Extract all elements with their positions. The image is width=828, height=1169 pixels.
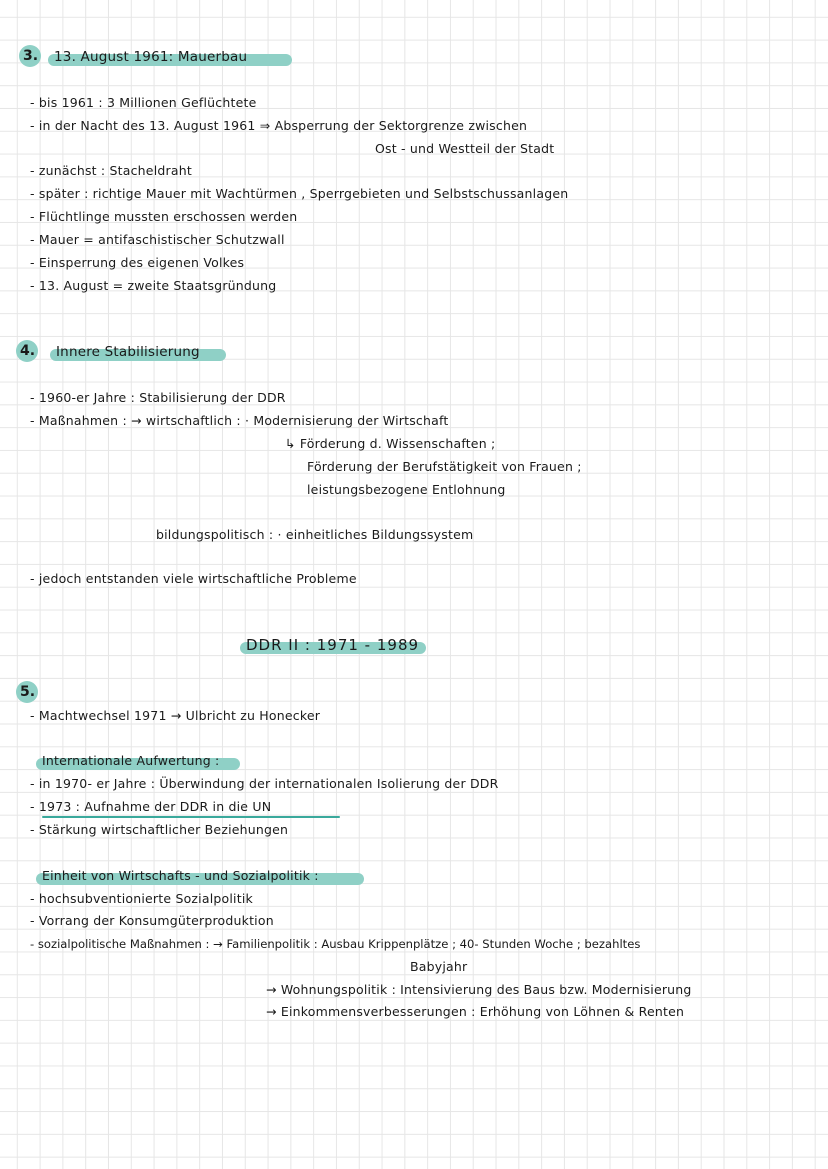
section-4-number: 4. bbox=[20, 343, 36, 359]
sub2-line-3-cont: Babyjahr bbox=[410, 959, 468, 974]
s4-line-4: Förderung der Berufstätigkeit von Frauen ; bbox=[307, 459, 582, 474]
s3-line-7: - Einsperrung des eigenen Volkes bbox=[30, 255, 245, 270]
s4-line-7: - jedoch entstanden viele wirtschaftliche Probleme bbox=[30, 571, 357, 586]
sub2-line-1: - hochsubventionierte Sozialpolitik bbox=[30, 891, 253, 906]
sub1-line-1: - in 1970- er Jahre : Überwindung der internationalen Isolierung der DDR bbox=[30, 776, 499, 791]
s3-line-2-cont: Ost - und Westteil der Stadt bbox=[375, 141, 555, 156]
sub1-line-2: - 1973 : Aufnahme der DDR in die UN bbox=[30, 799, 272, 814]
s3-line-8: - 13. August = zweite Staatsgründung bbox=[30, 278, 277, 293]
s4-line-5: leistungsbezogene Entlohnung bbox=[307, 482, 506, 497]
section-3-heading: 13. August 1961: Mauerbau bbox=[54, 49, 248, 65]
sub1-heading: Internationale Aufwertung : bbox=[42, 753, 220, 768]
sub2-line-5: → Einkommensverbesserungen : Erhöhung von Löhnen & Renten bbox=[266, 1004, 685, 1019]
s3-line-3: - zunächst : Stacheldraht bbox=[30, 163, 192, 178]
sub2-line-4: → Wohnungspolitik : Intensivierung des Baus bzw. Modernisierung bbox=[266, 982, 692, 997]
s3-line-5: - Flüchtlinge mussten erschossen werden bbox=[30, 209, 298, 224]
s4-line-6: bildungspolitisch : · einheitliches Bildungssystem bbox=[156, 527, 474, 542]
sub2-heading: Einheit von Wirtschafts - und Sozialpolitik : bbox=[42, 868, 319, 883]
s3-line-2: - in der Nacht des 13. August 1961 ⇒ Absperrung der Sektorgrenze zwischen bbox=[30, 118, 528, 133]
s4-line-3: ↳ Förderung d. Wissenschaften ; bbox=[285, 436, 496, 451]
section-3-number: 3. bbox=[23, 48, 39, 64]
sub1-line-3: - Stärkung wirtschaftlicher Beziehungen bbox=[30, 822, 289, 837]
section-5-number: 5. bbox=[20, 684, 36, 700]
s3-line-6: - Mauer = antifaschistischer Schutzwall bbox=[30, 232, 285, 247]
s5-line-1: - Machtwechsel 1971 → Ulbricht zu Honecker bbox=[30, 708, 321, 723]
sub1-line-2-underline bbox=[42, 816, 340, 818]
s4-line-1: - 1960-er Jahre : Stabilisierung der DDR bbox=[30, 390, 286, 405]
s4-line-2: - Maßnahmen : → wirtschaftlich : · Modernisierung der Wirtschaft bbox=[30, 413, 449, 428]
sub2-line-2: - Vorrang der Konsumgüterproduktion bbox=[30, 913, 274, 928]
s3-line-1: - bis 1961 : 3 Millionen Geflüchtete bbox=[30, 95, 257, 110]
sub2-line-3: - sozialpolitische Maßnahmen : → Familienpolitik : Ausbau Krippenplätze ; 40- Stunden Woche ; bezahltes bbox=[30, 937, 641, 951]
ddr2-title: DDR II : 1971 - 1989 bbox=[246, 636, 420, 654]
section-4-heading: Innere Stabilisierung bbox=[56, 344, 200, 360]
s3-line-4: - später : richtige Mauer mit Wachtürmen , Sperrgebieten und Selbstschussanlagen bbox=[30, 186, 569, 201]
